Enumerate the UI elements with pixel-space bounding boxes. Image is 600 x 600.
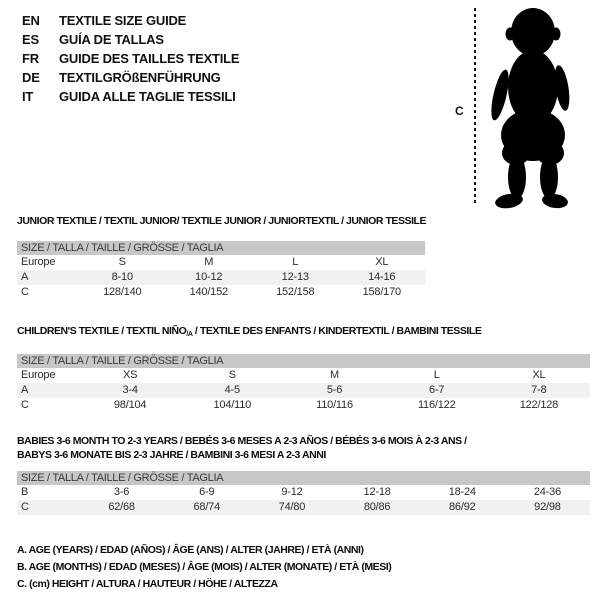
size-cell: S: [118, 256, 126, 268]
height-cell: 128/140: [103, 286, 142, 298]
babies-title-line1: BABIES 3-6 MONTH TO 2-3 YEARS / BEBÉS 3-6 MESES A 2-3 AÑOS / BÉBÉS 3-6 MOIS À 2-3 ANS /: [17, 435, 467, 447]
age-cell: 7-8: [531, 384, 547, 396]
height-cell: 140/152: [189, 286, 228, 298]
age-cell: 5-6: [326, 384, 343, 396]
table-row-europe: [17, 368, 590, 383]
height-cell: 152/158: [276, 286, 315, 298]
age-cell: 12-13: [281, 271, 309, 283]
note-height: C. (cm) HEIGHT / ALTURA / HAUTEUR / HÖHE / ALTEZZA: [17, 578, 278, 590]
table-row-age: [17, 270, 425, 285]
row-label: A: [21, 384, 29, 396]
legend-notes: [17, 542, 590, 593]
tables-section: [17, 214, 590, 593]
age-cell: 24-36: [533, 486, 562, 498]
size-header-bar: SIZE / TALLA / TAILLE / GRÖSSE / TAGLIA: [17, 471, 590, 485]
size-cell: S: [228, 369, 236, 381]
language-row-fr: [22, 49, 239, 68]
age-cell: 4-5: [224, 384, 240, 396]
height-cell: 80/86: [363, 501, 391, 513]
age-cell: 6-7: [429, 384, 445, 396]
size-cell: L: [292, 256, 299, 268]
language-title: GUÍA DE TALLAS: [59, 32, 164, 47]
age-cell: 3-4: [122, 384, 138, 396]
row-label: C: [21, 399, 29, 411]
age-cell: 18-24: [448, 486, 476, 498]
height-cell: 98/104: [113, 399, 147, 411]
height-cell: 92/98: [534, 501, 561, 513]
language-row-de: [22, 68, 239, 87]
size-cell: M: [330, 369, 339, 381]
row-label: C: [21, 501, 29, 513]
language-code: EN: [22, 13, 40, 28]
table-row-height: [17, 398, 590, 413]
language-title: GUIDA ALLE TAGLIE TESSILI: [59, 89, 236, 104]
row-label: B: [21, 486, 29, 498]
table-row-height: [17, 500, 590, 515]
language-code: ES: [22, 32, 39, 47]
table-row-age: [17, 383, 590, 398]
title-text: CHILDREN'S TEXTILE / TEXTIL NIÑO: [17, 325, 187, 337]
age-cell: 14-16: [368, 271, 396, 283]
table-row-height: [17, 285, 425, 300]
height-cell: 110/116: [316, 399, 353, 411]
row-label: Europe: [21, 369, 56, 381]
height-cell: 74/80: [278, 501, 306, 513]
babies-table-title: [17, 434, 590, 462]
height-cell: 68/74: [193, 501, 221, 513]
language-code: FR: [22, 51, 39, 66]
size-cell: XL: [375, 256, 389, 268]
table-row-europe: [17, 255, 425, 270]
junior-size-table: [17, 241, 425, 300]
note-age-months: B. AGE (MONTHS) / EDAD (MESES) / ÂGE (MOIS) / ALTER (MONATE) / ETÀ (MESI): [17, 561, 392, 573]
language-code: DE: [22, 70, 40, 85]
height-cell: 122/128: [519, 399, 559, 411]
title-subscript: /A: [186, 331, 193, 338]
language-row-es: [22, 30, 239, 49]
language-row-it: [22, 87, 239, 106]
size-header-bar: SIZE / TALLA / TAILLE / GRÖSSE / TAGLIA: [17, 354, 590, 368]
age-cell: 9-12: [281, 486, 303, 498]
children-table-title: [17, 324, 590, 342]
size-cell: M: [204, 256, 214, 268]
language-title: GUIDE DES TAILLES TEXTILE: [59, 51, 240, 66]
babies-title-line2: BABYS 3-6 MONATE BIS 2-3 JAHRE / BAMBINI 3-6 MESI A 2-3 ANNI: [17, 449, 326, 461]
age-cell: 10-12: [195, 271, 223, 283]
language-title: TEXTILGRÖßENFÜHRUNG: [59, 70, 221, 85]
height-cell: 86/92: [449, 501, 476, 513]
language-row-en: [22, 11, 239, 30]
row-label: A: [21, 271, 29, 283]
age-cell: 3-6: [113, 486, 130, 498]
language-title-list: [22, 11, 239, 106]
height-cell: 62/68: [108, 501, 135, 513]
height-cell: 116/122: [417, 399, 456, 411]
junior-table-title: JUNIOR TEXTILE / TEXTIL JUNIOR/ TEXTILE JUNIOR / JUNIORTEXTIL / JUNIOR TESSILE: [17, 215, 427, 227]
note-age-years: A. AGE (YEARS) / EDAD (AÑOS) / ÂGE (ANS) / ALTER (JAHRE) / ETÀ (ANNI): [17, 544, 364, 556]
height-cell: 104/110: [213, 399, 252, 411]
row-label: C: [21, 286, 29, 298]
babies-size-table: [17, 471, 590, 515]
row-label: Europe: [21, 256, 56, 268]
age-cell: 12-18: [363, 486, 391, 498]
size-header-bar: SIZE / TALLA / TAILLE / GRÖSSE / TAGLIA: [17, 241, 425, 255]
children-size-table: [17, 354, 590, 413]
age-cell: 6-9: [199, 486, 215, 498]
language-title: TEXTILE SIZE GUIDE: [59, 13, 187, 28]
title-text: / TEXTILE DES ENFANTS / KINDERTEXTIL / BAMBINI TESSILE: [192, 325, 482, 337]
height-dashed-line: [474, 8, 476, 206]
language-code: IT: [22, 89, 34, 104]
size-cell: L: [433, 369, 440, 381]
size-cell: XL: [532, 369, 546, 381]
age-cell: 8-10: [111, 271, 133, 283]
height-cell: 158/170: [362, 286, 401, 298]
height-c-label: C: [455, 104, 464, 118]
toddler-silhouette-image: [483, 5, 579, 211]
size-cell: XS: [122, 369, 138, 381]
table-row-age-months: [17, 485, 590, 500]
